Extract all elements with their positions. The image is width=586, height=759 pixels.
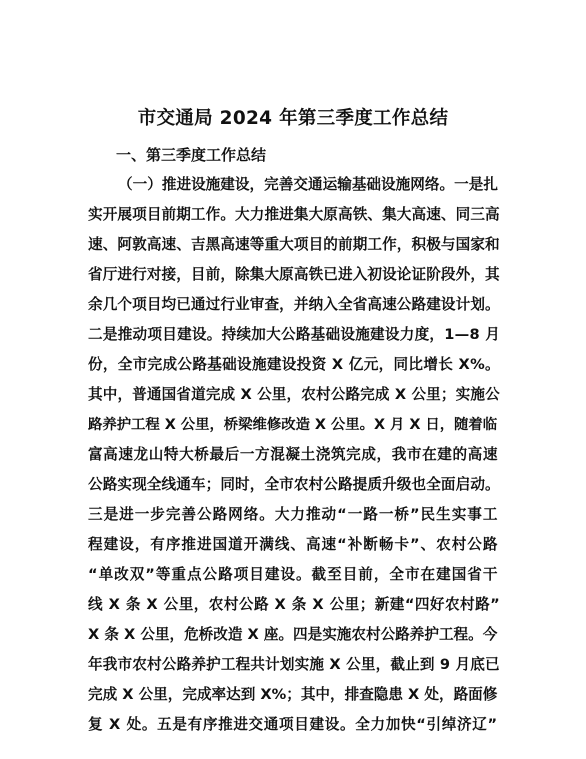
body-line: 其中，普通国省道完成 X 公里，农村公路完成 X 公里；实施公 bbox=[88, 386, 500, 403]
body-line: 线 X 条 X 公里，农村公路 X 条 X 公里；新建“四好农村路” bbox=[88, 596, 501, 613]
body-line: 完成 X 公里，完成率达到 X%；其中，排查隐患 X 处，路面修 bbox=[88, 686, 498, 703]
section-heading: 一、第三季度工作总结 bbox=[116, 146, 267, 164]
body-line: X 条 X 公里，危桥改造 X 座。四是实施农村公路养护工程。今 bbox=[88, 626, 498, 643]
body-line: 份，全市完成公路基础设施建设投资 X 亿元，同比增长 X%。 bbox=[88, 356, 500, 373]
body-line: 富高速龙山特大桥最后一方混凝土浇筑完成，我市在建的高速 bbox=[88, 446, 499, 463]
body-line: 公路实现全线通车；同时，全市农村公路提质升级也全面启动。 bbox=[88, 476, 500, 493]
body-line: 年我市农村公路养护工程共计划实施 X 公里，截止到 9 月底已 bbox=[88, 656, 500, 673]
body-line: 实开展项目前期工作。大力推进集大原高铁、集大高速、同三高 bbox=[88, 206, 500, 223]
body-line: （一）推进设施建设，完善交通运输基础设施网络。一是扎 bbox=[118, 176, 498, 193]
body-line: “单改双”等重点公路项目建设。截至目前，全市在建国省干 bbox=[88, 566, 499, 583]
body-line: 二是推动项目建设。持续加大公路基础设施建设力度，1—8 月 bbox=[88, 326, 501, 343]
body-line: 路养护工程 X 公里，桥梁维修改造 X 公里。X 月 X 日，随着临 bbox=[88, 417, 498, 433]
body-line: 省厅进行对接，目前，除集大原高铁已进入初设论证阶段外，其 bbox=[88, 266, 500, 283]
body-line: 速、阿敦高速、吉黑高速等重大项目的前期工作，积极与国家和 bbox=[88, 236, 500, 253]
document-title: 市交通局 2024 年第三季度工作总结 bbox=[137, 108, 449, 129]
body-line: 程建设，有序推进国道开满线、高速“补断畅卡”、农村公路 bbox=[88, 536, 499, 553]
body-line: 三是进一步完善公路网络。大力推动“一路一桥”民生实事工 bbox=[88, 506, 499, 523]
body-line: 复 X 处。五是有序推进交通项目建设。全力加快“引绰济辽” bbox=[88, 716, 498, 733]
body-line: 余几个项目均已通过行业审查，并纳入全省高速公路建设计划。 bbox=[88, 296, 500, 313]
